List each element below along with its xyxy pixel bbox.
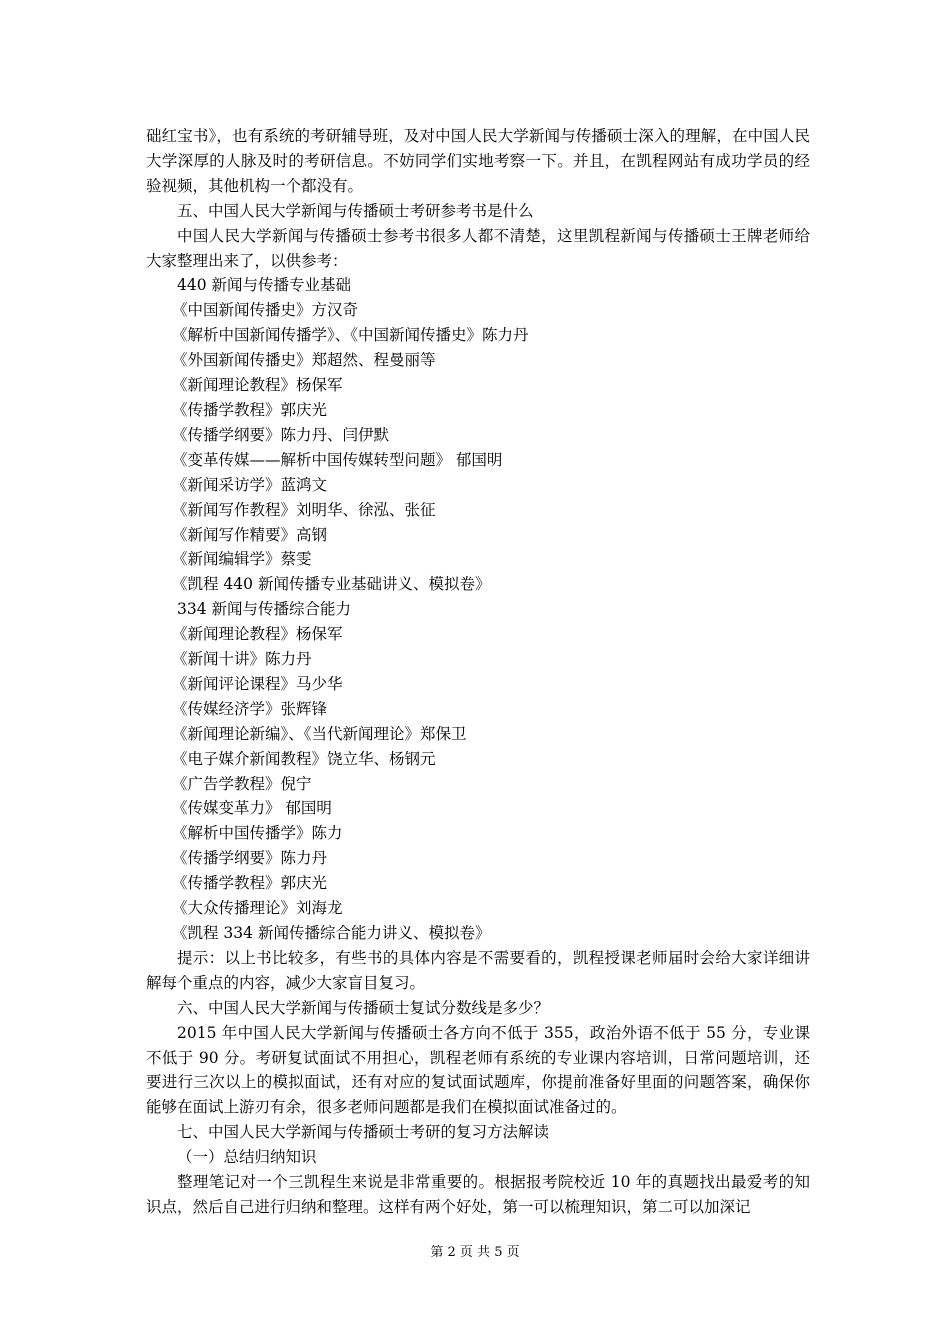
paragraph: 2015 年中国人民大学新闻与传播硕士各方向不低于 355，政治外语不低于 55 分，专业课不低于 90 分。考研复试面试不用担心，凯程老师有系统的专业课内容培训，日常问题培训，还要进行三次以上的模拟面试，还有对应的复试面试题库，你提前准备好里面的问题答案，确保你能够在面试上游刃有余，很多老师问题都是我们在模拟面试准备过的。: [146, 1023, 810, 1117]
reference-book-item: 《新闻采访学》蓝鸿文: [172, 475, 328, 494]
reference-book-item: 《变革传媒——解析中国传媒转型问题》 郁国明: [172, 450, 503, 469]
reference-book-item: 《电子媒介新闻教程》饶立华、杨钢元: [172, 749, 436, 768]
paragraph: 础红宝书》，也有系统的考研辅导班，及对中国人民大学新闻与传播硕士深入的理解，在中国人民大学深厚的人脉及时的考研信息。不妨同学们实地考察一下。并且，在凯程网站有成功学员的经验视频，其他机构一个都没有。: [146, 127, 810, 195]
reference-book-item: 《传播学教程》郭庆光: [172, 874, 328, 893]
reference-book-item: 《传播学纲要》陈力丹: [172, 849, 328, 868]
document-body: [146, 124, 810, 1220]
reference-book-item: 《新闻评论课程》马少华: [172, 674, 343, 693]
reference-book-item: 《传播学教程》郭庆光: [172, 400, 328, 419]
reference-book-item: 《解析中国新闻传播学》、《中国新闻传播史》陈力丹: [172, 326, 529, 345]
reference-book-item: 《新闻写作精要》高钢: [172, 525, 328, 544]
reference-book-item: 《中国新闻传播史》方汉奇: [172, 301, 359, 320]
reference-book-item: 《外国新闻传播史》郑超然、程曼丽等: [172, 351, 436, 370]
reference-book-item: 《凯程 440 新闻传播专业基础讲义、模拟卷》: [172, 575, 491, 594]
reference-book-item: 《大众传播理论》刘海龙: [172, 899, 343, 918]
reference-book-item: 《传媒经济学》张辉锋: [172, 699, 328, 718]
paragraph: 七、中国人民大学新闻与传播硕士考研的复习方法解读: [177, 1123, 550, 1142]
page-footer: 第 2 页 共 5 页: [430, 1245, 520, 1260]
reference-book-item: 《解析中国传播学》陈力: [172, 824, 343, 843]
reference-book-item: 《凯程 334 新闻传播综合能力讲义、模拟卷》: [172, 924, 491, 942]
paragraph: （一）总结归纳知识: [177, 1148, 317, 1167]
reference-book-item: 《新闻编辑学》蔡雯: [172, 550, 312, 569]
paragraph: 整理笔记对一个三凯程生来说是非常重要的。根据报考院校近 10 年的真题找出最爱考的知识点，然后自己进行归纳和整理。这样有两个好处，第一可以梳理知识，第二可以加深记: [146, 1173, 810, 1216]
reference-book-item: 《传媒变革力》 郁国明: [172, 799, 332, 818]
paragraph: 六、中国人民大学新闻与传播硕士复试分数线是多少？: [177, 998, 550, 1017]
reference-book-item: 《传播学纲要》陈力丹、闫伊默: [172, 425, 390, 444]
reference-book-item: 《新闻理论教程》杨保军: [172, 625, 343, 644]
reference-book-item: 《新闻理论新编》、《当代新闻理论》郑保卫: [172, 724, 467, 743]
paragraph: 334 新闻与传播综合能力: [177, 600, 352, 619]
reference-book-item: 《新闻理论教程》杨保军: [172, 376, 343, 395]
reference-book-item: 《新闻十讲》陈力丹: [172, 650, 312, 669]
paragraph: 中国人民大学新闻与传播硕士参考书很多人都不清楚，这里凯程新闻与传播硕士王牌老师给大家整理出来了，以供参考：: [146, 226, 810, 270]
paragraph: 440 新闻与传播专业基础: [177, 276, 352, 295]
reference-book-item: 《新闻写作教程》刘明华、徐泓、张征: [172, 500, 436, 519]
reference-book-item: 《广告学教程》倪宁: [172, 774, 312, 793]
paragraph: 提示：以上书比较多，有些书的具体内容是不需要看的，凯程授课老师届时会给大家详细讲解每个重点的内容，减少大家盲目复习。: [146, 948, 810, 992]
paragraph: 五、中国人民大学新闻与传播硕士考研参考书是什么: [177, 201, 534, 220]
